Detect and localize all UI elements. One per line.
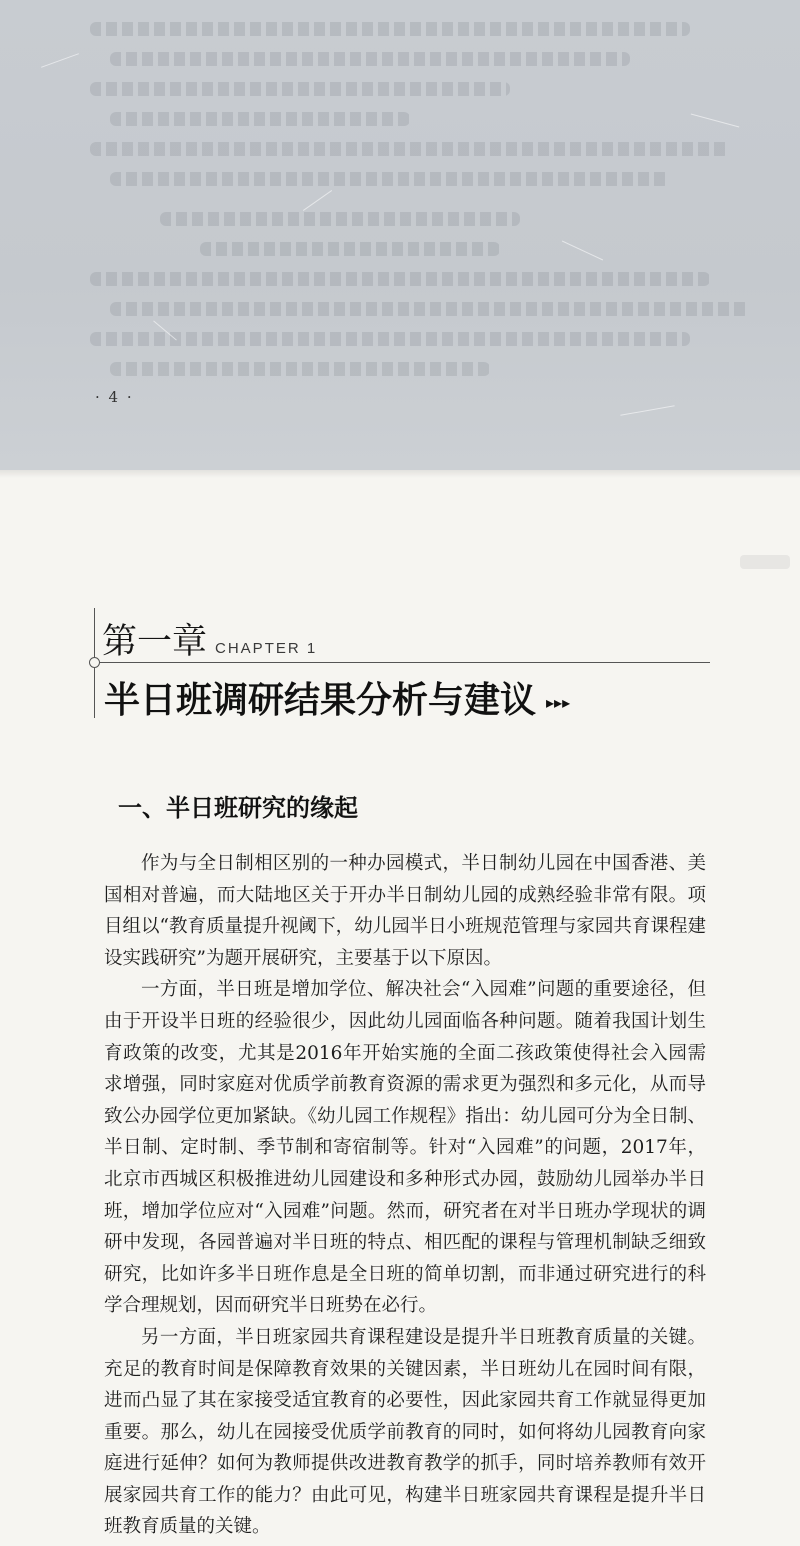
chapter-rule-ornament [89, 657, 100, 668]
paragraph: 一方面，半日班是增加学位、解决社会“入园难”问题的重要途径，但由于开设半日班的经验很少，因此幼儿园面临各种问题。随着我国计划生育政策的改变，尤其是2016年开始实施的全面二孩政策使得社会入园需求增强，同时家庭对优质学前教育资源的需求更为强烈和多元化，从而导致公办园学位更加紧缺。《幼儿园工作规程》指出：幼儿园可分为全日制、半日制、定时制、季节制和寄宿制等。针对“入园难”的问题，2017年，北京市西城区积极推进幼儿园建设和多种形式办园，鼓励幼儿园举办半日班，增加学位应对“入园难”问题。然而，研究者在对半日班办学现状的调研中发现，各园普遍对半日班的特点、相匹配的课程与管理机制缺乏细致研究，比如许多半日班作息是全日班的简单切割，而非通过研究进行的科学合理规划，因而研究半日班势在必行。 [104, 979, 706, 1317]
chapter-number: 第一章 [102, 622, 208, 662]
paper-fiber [303, 190, 332, 211]
section-heading: 一、半日班研究的缘起 [118, 794, 358, 822]
paragraph: 作为与全日制相区别的一种办园模式，半日制幼儿园在中国香港、美国相对普遍，而大陆地区关于开办半日制幼儿园的成熟经验非常有限。项目组以“教育质量提升视阈下，幼儿园半日小班规范管理与家园共育课程建设实践研究”为题开展研究，主要基于以下原因。 [104, 853, 706, 969]
bleed-line [200, 242, 500, 256]
bleed-line [110, 112, 410, 126]
previous-page-number: · 4 · [95, 388, 134, 406]
chapter-horizontal-rule [92, 662, 710, 663]
paper-fiber [41, 53, 79, 68]
bleed-through-mark [740, 555, 790, 569]
chapter-label-row [102, 614, 317, 664]
bleed-line [90, 142, 730, 156]
bleed-line [160, 212, 520, 226]
chapter-title [104, 672, 570, 723]
page-edge-shadow [0, 470, 800, 478]
bleed-line [110, 52, 630, 66]
paper-fiber [691, 114, 740, 128]
chapter-header [92, 608, 712, 721]
body-text [104, 848, 706, 1543]
paper-fiber [620, 405, 674, 416]
chapter-title-text: 半日班调研结果分析与建议 [104, 680, 537, 721]
bleed-line [110, 172, 670, 186]
bleed-line [110, 362, 490, 376]
bleed-line [90, 22, 690, 36]
bleed-line [90, 272, 710, 286]
triple-arrow-icon: ▸▸▸ [546, 692, 571, 712]
paragraph: 另一方面，半日班家园共育课程建设是提升半日班教育质量的关键。充足的教育时间是保障教育效果的关键因素，半日班幼儿在园时间有限，进而凸显了其在家接受适宜教育的必要性，因此家园共育工作就显得更加重要。那么，幼儿在园接受优质学前教育的同时，如何将幼儿园教育向家庭进行延伸？如何为教师提供改进教育教学的抓手，同时培养教师有效开展家园共育工作的能力？由此可见，构建半日班家园共育课程是提升半日班教育质量的关键。 [104, 1326, 706, 1538]
chapter-english-label: CHAPTER 1 [215, 640, 318, 657]
bleed-line [90, 332, 690, 346]
previous-page-bleed-through [0, 0, 800, 470]
paper-fiber [562, 241, 603, 261]
bleed-line [90, 82, 510, 96]
bleed-line [110, 302, 750, 316]
